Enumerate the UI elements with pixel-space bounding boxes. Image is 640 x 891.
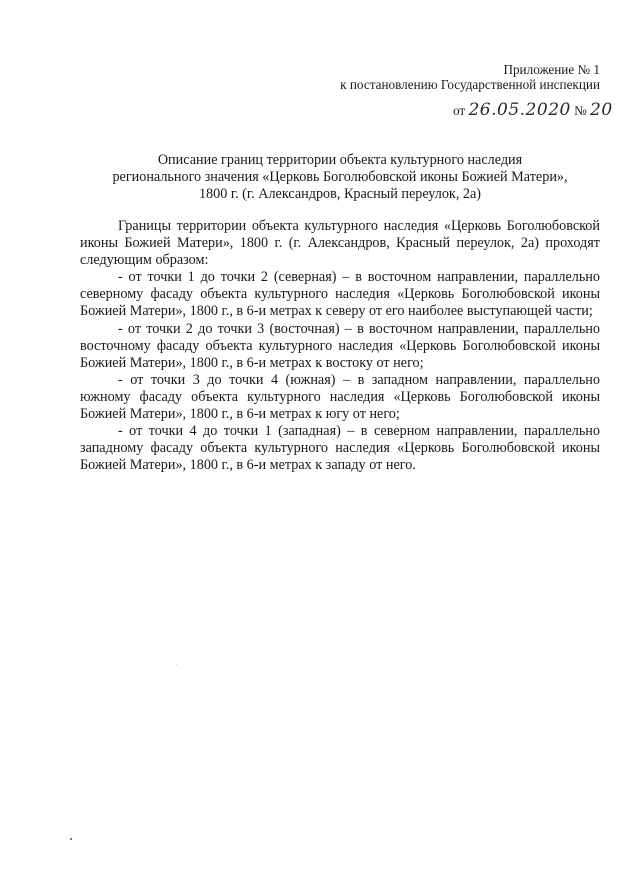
scan-speck (70, 838, 72, 840)
appendix-header (340, 62, 600, 92)
date-prefix: от (453, 103, 466, 118)
boundary-item-1: - от точки 1 до точки 2 (северная) – в восточном направлении, параллельно северному фасаду объекта культурного наследия «Церковь Боголюбовской иконы Божией Матери», 1800 г., в 6-и метрах к северу от его наиболее выступающей части; (80, 269, 600, 320)
number-prefix: № (574, 103, 587, 118)
document-title (70, 152, 610, 203)
title-line-2: регионального значения «Церковь Боголюбовской иконы Божией Матери», (112, 169, 568, 185)
document-body (80, 218, 600, 474)
boundary-item-4: - от точки 4 до точки 1 (западная) – в северном направлении, параллельно западному фасаду объекта культурного наследия «Церковь Боголюбовской иконы Божией Матери», 1800 г., в 6-и метрах к западу от него. (80, 423, 600, 474)
intro-paragraph: Границы территории объекта культурного наследия «Церковь Боголюбовской иконы Божией Матери», 1800 г. (г. Александров, Красный переулок, 2а) проходят следующим образом: (80, 218, 600, 269)
boundary-item-3: - от точки 3 до точки 4 (южная) – в западном направлении, параллельно южному фасаду объекта культурного наследия «Церковь Боголюбовской иконы Божией Матери», 1800 г., в 6-и метрах к югу от него; (80, 371, 600, 423)
appendix-number: Приложение № 1 (503, 62, 600, 77)
boundary-item-2: - от точки 2 до точки 3 (восточная) – в восточном направлении, параллельно восточному фасаду объекта культурного наследия «Церковь Боголюбовской иконы Божией Матери», 1800 г., в 6-и метрах к востоку от него; (80, 320, 600, 371)
date-number-line (453, 100, 613, 120)
handwritten-date: 26.05.2020 (468, 100, 571, 120)
handwritten-number: 20 (590, 100, 613, 120)
title-line-3: 1800 г. (г. Александров, Красный переулок, 2а) (198, 186, 482, 202)
scan-speck (176, 664, 177, 665)
title-line-1: Описание границ территории объекта культурного наследия (157, 152, 523, 168)
resolution-reference: к постановлению Государственной инспекции (340, 77, 600, 92)
